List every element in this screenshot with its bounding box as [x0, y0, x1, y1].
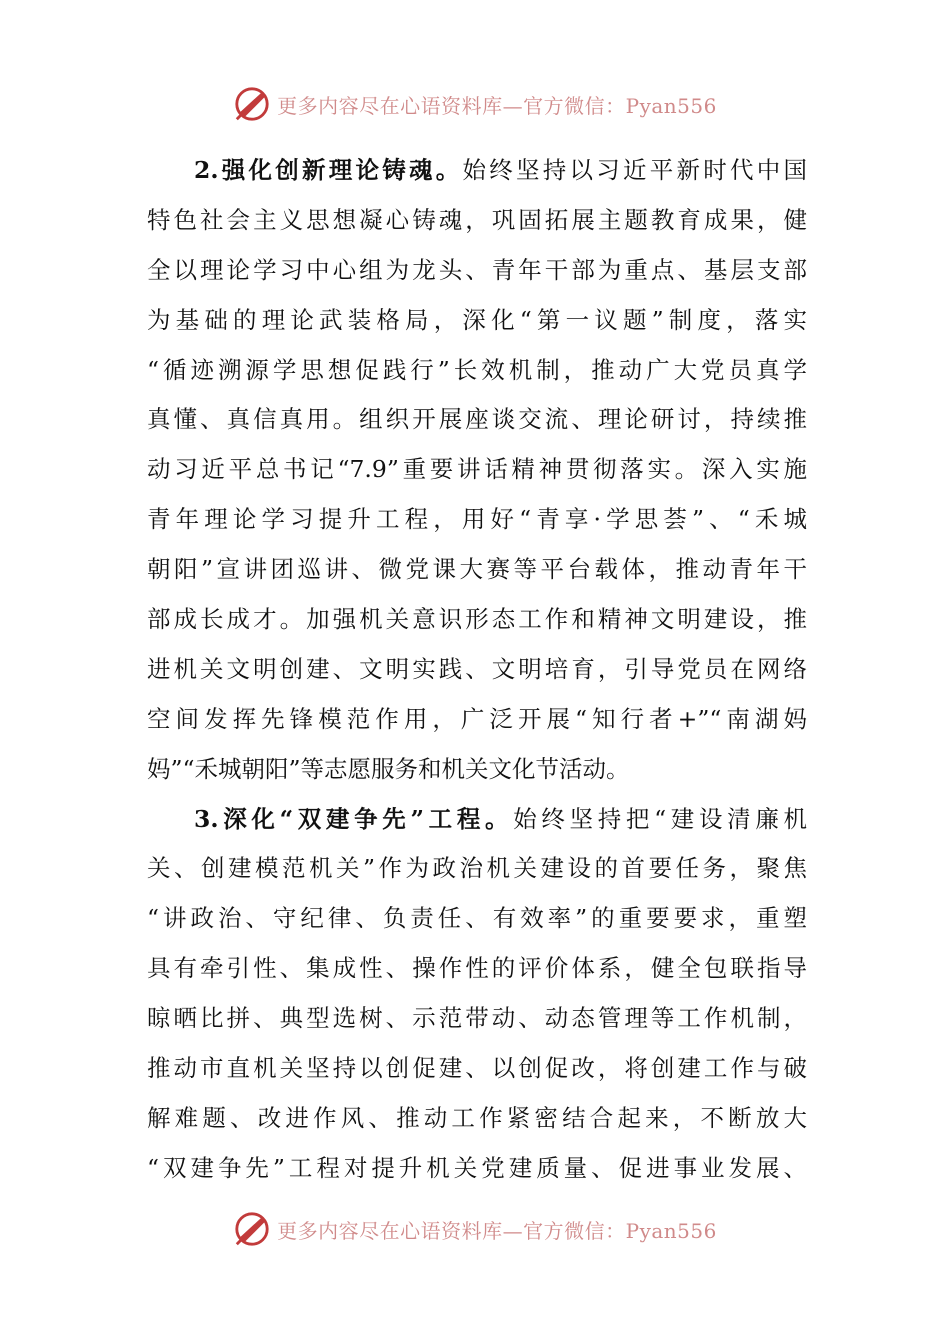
paragraph-line: 青年理论学习提升工程，用好“青享·学思荟”、“禾城	[147, 505, 807, 534]
paragraph-line: 部成长成才。加强机关意识形态工作和精神文明建设，推	[147, 605, 807, 634]
logo-icon	[233, 1210, 271, 1248]
paragraph-line: 进机关文明创建、文明实践、文明培育，引导党员在网络	[147, 654, 807, 683]
paragraph-line: 关、创建模范机关”作为政治机关建设的首要任务，聚焦	[147, 854, 807, 883]
section-heading: 2.强化创新理论铸魂。	[194, 156, 463, 184]
paragraph-line: “双建争先”工程对提升机关党建质量、促进事业发展、	[147, 1153, 807, 1182]
section-heading: 3.深化“双建争先”工程。	[194, 804, 514, 833]
paragraph-line: 为基础的理论武装格局，深化“第一议题”制度，落实	[147, 305, 807, 334]
paragraph-line: 妈”“禾城朝阳”等志愿服务和机关文化节活动。	[147, 754, 630, 783]
paragraph-line: 2.强化创新理论铸魂。始终坚持以习近平新时代中国	[194, 156, 807, 184]
paragraph-line: 具有牵引性、集成性、操作性的评价体系，健全包联指导	[147, 954, 807, 983]
header-watermark-main: 更多内容尽在心语资料库	[277, 93, 503, 118]
logo-icon	[233, 85, 271, 123]
paragraph-line: 特色社会主义思想凝心铸魂，巩固拓展主题教育成果，健	[147, 205, 807, 234]
paragraph-line: 晾晒比拼、典型选树、示范带动、动态管理等工作机制，	[147, 1004, 807, 1033]
paragraph-line: 动习近平总书记“7.9”重要讲话精神贯彻落实。深入实施	[147, 455, 807, 484]
paragraph-line: 推动市直机关坚持以创促建、以创促改，将创建工作与破	[147, 1054, 807, 1083]
paragraph-line: 3.深化“双建争先”工程。始终坚持把“建设清廉机	[194, 804, 807, 833]
paragraph-line: 真懂、真信真用。组织开展座谈交流、理论研讨，持续推	[147, 405, 807, 434]
header-watermark	[0, 82, 950, 126]
paragraph-line: 全以理论学习中心组为龙头、青年干部为重点、基层支部	[147, 255, 807, 284]
paragraph-line: “循迹溯源学思想促践行”长效机制，推动广大党员真学	[147, 355, 807, 384]
document-body	[147, 146, 807, 1194]
paragraph-line: “讲政治、守纪律、负责任、有效率”的重要要求，重塑	[147, 904, 807, 933]
footer-watermark-sub: —官方微信：Pyan556	[502, 1218, 717, 1243]
header-watermark-sub: —官方微信：Pyan556	[502, 93, 717, 118]
paragraph-line: 解难题、改进作风、推动工作紧密结合起来，不断放大	[147, 1103, 807, 1132]
footer-watermark-main: 更多内容尽在心语资料库	[277, 1218, 503, 1243]
paragraph-line: 朝阳”宣讲团巡讲、微党课大赛等平台载体，推动青年干	[147, 555, 807, 584]
footer-watermark	[0, 1207, 950, 1251]
paragraph-line: 空间发挥先锋模范作用，广泛开展“知行者+”“南湖妈	[147, 704, 807, 733]
